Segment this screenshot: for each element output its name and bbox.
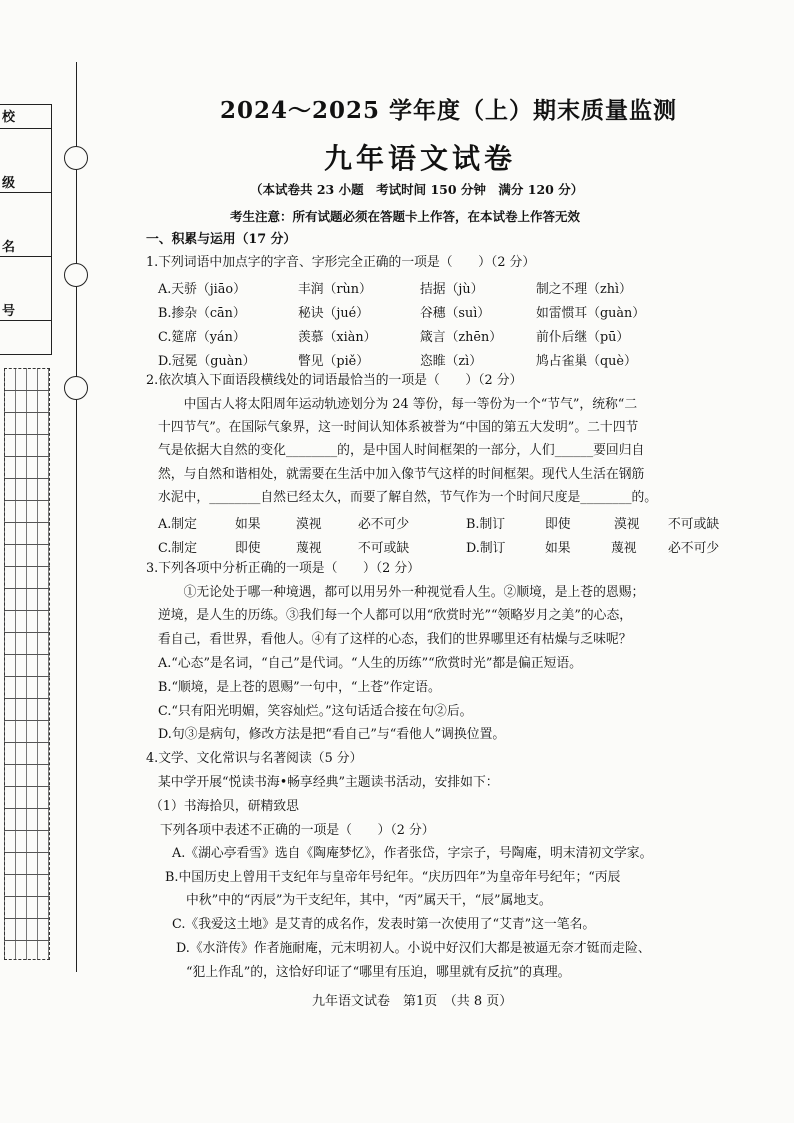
q2-option-d-w3: 蔑视	[611, 541, 637, 556]
q2-option-c: C.制定	[158, 541, 197, 556]
exam-notice: 考生注意：所有试题必须在答题卡上作答，在本试卷上作答无效	[230, 209, 581, 224]
q1-option-d3: 恣睢（zì）	[420, 354, 483, 369]
exam-subtitle: 九年语文试卷	[324, 142, 517, 175]
binding-number-label: 号	[2, 304, 16, 319]
q4-option-a: A.《湖心亭看雪》选自《陶庵梦忆》，作者张岱，字宗子，号陶庵，明末清初文学家。	[172, 846, 653, 861]
q2-option-a-w4: 必不可少	[358, 517, 410, 532]
q2-passage-line: 水泥中，________自然已经太久，而要了解自然，节气作为一个时间尺度是________的。	[158, 490, 658, 505]
q2-option-c-w4: 不可或缺	[358, 541, 410, 556]
q2-passage-line: 中国古人将太阳周年运动轨迹划分为 24 等份，每一等份为一个“节气”，统称“二	[158, 397, 638, 412]
q4-sub1-stem: 下列各项中表述不正确的一项是（ ）（2 分）	[160, 823, 435, 838]
q3-passage-line: 看自己，看世界，看他人。④有了这样的心态，我们的世界哪里还有枯燥与乏味呢？	[158, 632, 632, 647]
q2-option-d-w4: 必不可少	[668, 541, 720, 556]
q3-stem: 3.下列各项中分析正确的一项是（ ）（2 分）	[146, 561, 420, 576]
seal-circle	[64, 376, 88, 400]
seal-circle	[64, 263, 88, 287]
q1-stem: 1.下列词语中加点字的字音、字形完全正确的一项是（ ）（2 分）	[146, 255, 536, 270]
q4-option-b: B.中国历史上曾用干支纪年与皇帝年号纪年。“庆历四年”为皇帝年号纪年；“丙辰	[165, 870, 621, 885]
section-heading: 一、积累与运用（17 分）	[146, 232, 297, 247]
binding-line	[0, 192, 52, 193]
page-footer: 九年语文试卷 第1页 （共 8 页）	[312, 994, 513, 1009]
q1-option-c1: C.筵席（yán）	[158, 330, 246, 345]
q3-option-d: D.句③是病句，修改方法是把“看自己”与“看他人”调换位置。	[158, 727, 506, 742]
q2-option-b-w2: 即使	[545, 517, 571, 532]
binding-grade-label: 级	[2, 176, 16, 191]
q2-passage-line: 气是依据大自然的变化________的，是中国人时间框架的一部分，人们______要回归自	[158, 443, 645, 458]
binding-school-label: 校	[2, 110, 16, 125]
q1-option-b3: 谷穗（suì）	[420, 306, 491, 321]
exam-info: （本试卷共 23 小题 考试时间 150 分钟 满分 120 分）	[250, 182, 584, 197]
q3-option-c: C.“只有阳光明媚，笑容灿烂。”这句话适合接在句②后。	[158, 704, 473, 719]
binding-vertical-line	[51, 104, 52, 354]
q2-option-a-w3: 漠视	[296, 517, 322, 532]
q1-option-c4: 前仆后继（pū）	[536, 330, 630, 345]
q2-passage-line: 十四节气”。在国际气象界，这一时间认知体系被誉为“中国的第五大发明”。二十四节	[158, 420, 639, 435]
q4-option-b-cont: 中秋”中的“丙辰”为干支纪年，其中，“丙”属天干，“辰”属地支。	[186, 893, 552, 908]
q1-option-b4: 如雷惯耳（guàn）	[536, 306, 646, 321]
q3-passage-line: ①无论处于哪一种境遇，都可以用另外一种视觉看人生。②顺境，是上苍的恩赐；	[158, 585, 645, 600]
q4-option-d-cont: “犯上作乱”的，这恰好印证了“哪里有压迫，哪里就有反抗”的真理。	[186, 965, 571, 980]
q4-option-d: D.《水浒传》作者施耐庵，元末明初人。小说中好汉们大都是被逼无奈才铤而走险、	[176, 941, 651, 956]
q3-option-b: B.“顺境，是上苍的恩赐”一句中，“上苍”作定语。	[158, 680, 441, 695]
q3-passage-line: 逆境，是人生的历练。③我们每一个人都可以用“欣赏时光”“领略岁月之美”的心态，	[158, 608, 633, 623]
q1-option-a4: 制之不理（zhì）	[536, 282, 632, 297]
q1-option-d4: 鸠占雀巢（què）	[536, 354, 637, 369]
q2-option-c-w3: 蔑视	[296, 541, 322, 556]
binding-name-label: 名	[2, 240, 16, 255]
q1-option-a1: A.天骄（jiāo）	[158, 282, 246, 297]
binding-line	[0, 128, 52, 129]
q2-stem: 2.依次填入下面语段横线处的词语最恰当的一项是（ ）（2 分）	[146, 373, 523, 388]
q1-option-d2: 瞥见（piě）	[298, 354, 370, 369]
q1-option-b2: 秘诀（jué）	[298, 306, 369, 321]
q2-option-b-w3: 漠视	[614, 517, 640, 532]
seat-grid	[4, 368, 50, 960]
q2-option-c-w2: 即使	[235, 541, 261, 556]
q2-option-a: A.制定	[158, 517, 197, 532]
binding-line	[0, 104, 52, 105]
q2-option-d-w2: 如果	[545, 541, 571, 556]
q4-intro: 某中学开展“悦读书海•畅享经典”主题读书活动，安排如下：	[158, 775, 499, 790]
q2-option-a-w2: 如果	[235, 517, 261, 532]
exam-title: 2024～2025 学年度（上）期末质量监测	[220, 97, 678, 124]
q3-option-a: A.“心态”是名词，“自己”是代词。“人生的历练”“欣赏时光”都是偏正短语。	[158, 656, 582, 671]
q2-option-b: B.制订	[466, 517, 506, 532]
q1-option-a3: 拮据（jù）	[420, 282, 484, 297]
q4-option-c: C.《我爱这土地》是艾青的成名作，发表时第一次使用了“艾青”这一笔名。	[172, 917, 596, 932]
q1-option-d1: D.冠冕（guàn）	[158, 354, 256, 369]
binding-line	[0, 320, 52, 321]
q4-sub1: （1）书海拾贝，研精致思	[150, 799, 299, 814]
seal-line	[76, 62, 77, 972]
q2-passage-line: 然，与自然和谐相处，就需要在生活中加入像节气这样的时间框架。现代人生活在钢筋	[158, 467, 645, 482]
q1-option-a2: 丰润（rùn）	[298, 282, 372, 297]
seal-circle	[64, 146, 88, 170]
q2-option-b-w4: 不可或缺	[668, 517, 720, 532]
binding-line	[0, 256, 52, 257]
binding-line	[0, 354, 52, 355]
q2-option-d: D.制订	[466, 541, 506, 556]
q1-option-c3: 箴言（zhēn）	[420, 330, 502, 345]
q4-stem: 4.文学、文化常识与名著阅读（5 分）	[146, 751, 363, 766]
q1-option-b1: B.掺杂（cān）	[158, 306, 246, 321]
q1-option-c2: 羡慕（xiàn）	[298, 330, 377, 345]
